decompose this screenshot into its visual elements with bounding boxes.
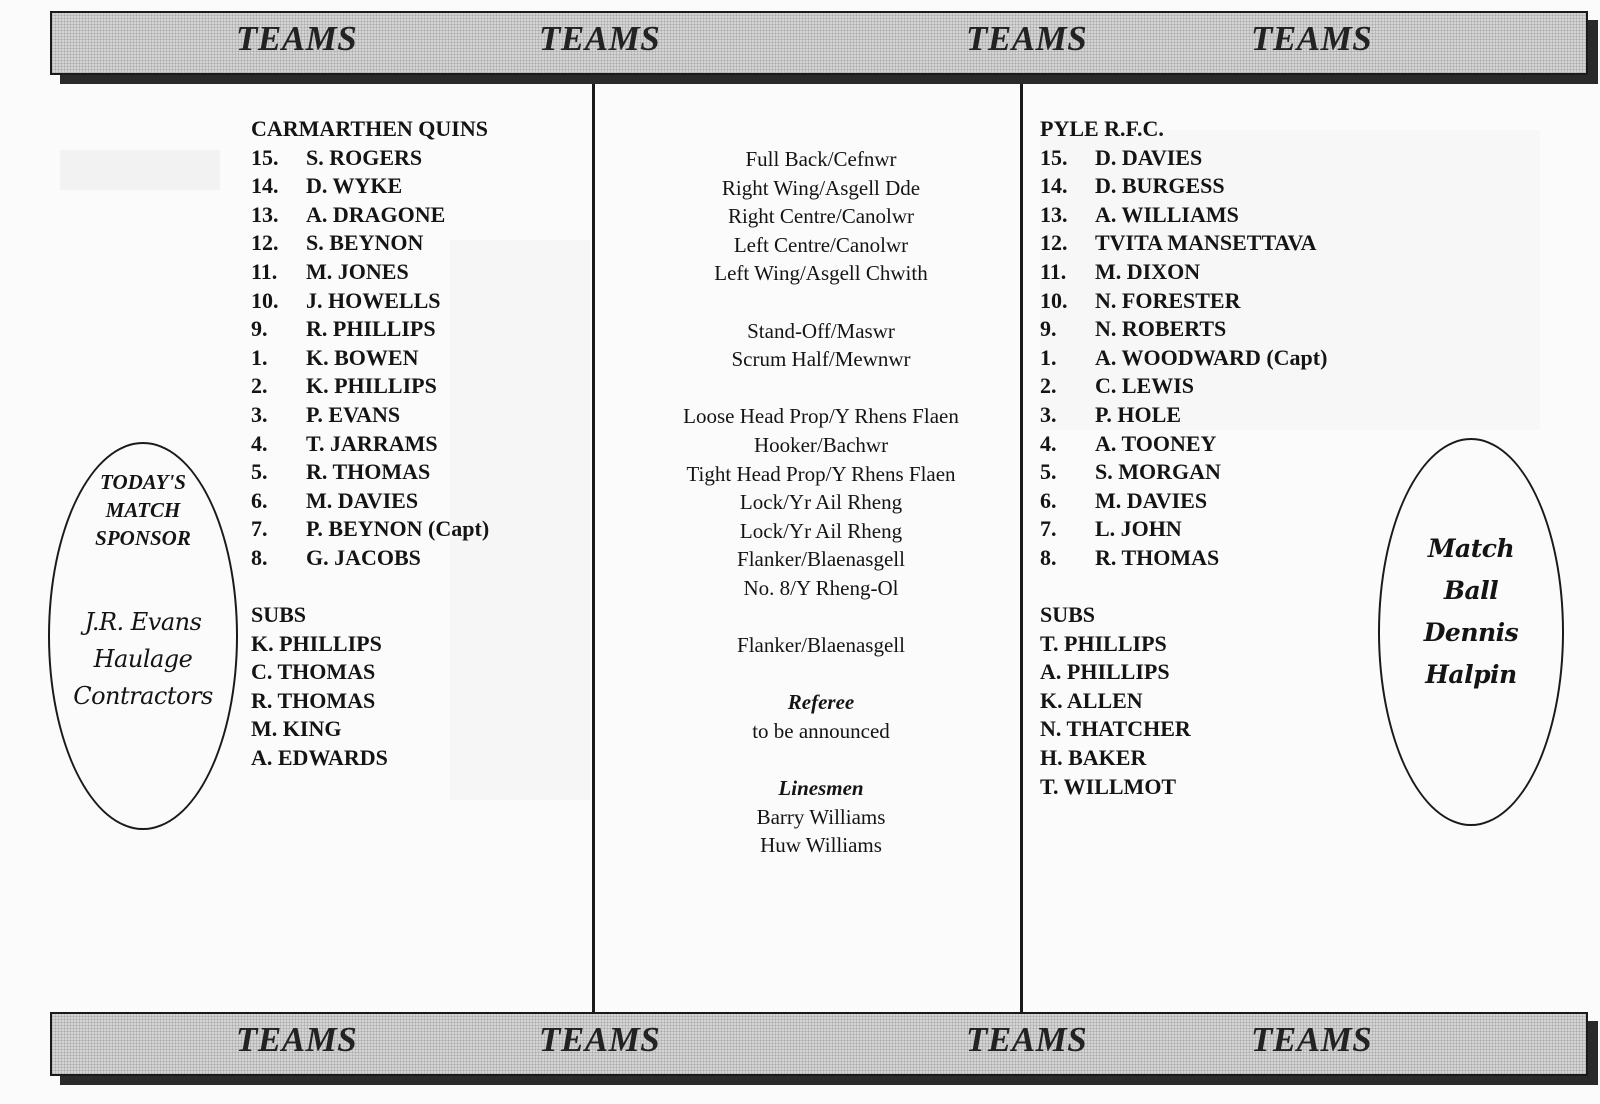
player-name: L. JOHN bbox=[1095, 516, 1182, 542]
positions-column bbox=[616, 145, 1026, 860]
home-player-row bbox=[251, 458, 489, 487]
top-teams-banner bbox=[50, 11, 1588, 75]
linesmen-label: Linesmen bbox=[778, 776, 864, 801]
player-number: 8. bbox=[1040, 544, 1057, 570]
position-label: Stand-Off/Maswr bbox=[747, 318, 895, 343]
player-name: R. PHILLIPS bbox=[306, 316, 436, 342]
away-player-row bbox=[1040, 287, 1327, 316]
player-number: 6. bbox=[251, 487, 268, 513]
away-player-row bbox=[1040, 458, 1327, 487]
player-number: 15. bbox=[1040, 144, 1068, 170]
away-sub-row: N. THATCHER bbox=[1040, 716, 1191, 742]
home-team-list bbox=[251, 115, 489, 773]
away-subs-label: SUBS bbox=[1040, 602, 1096, 628]
referee-label: Referee bbox=[787, 690, 855, 715]
home-sub-row: C. THOMAS bbox=[251, 659, 376, 685]
player-number: 10. bbox=[251, 287, 279, 313]
position-label: Right Centre/Canolwr bbox=[727, 204, 915, 229]
player-name: S. MORGAN bbox=[1095, 459, 1221, 485]
home-sub-row: M. KING bbox=[251, 716, 342, 742]
player-number: 5. bbox=[1040, 459, 1057, 485]
player-name: A. DRAGONE bbox=[306, 201, 446, 227]
player-name: C. LEWIS bbox=[1095, 373, 1195, 399]
away-player-row bbox=[1040, 144, 1327, 173]
home-player-row bbox=[251, 344, 489, 373]
away-player-row bbox=[1040, 372, 1327, 401]
home-player-row bbox=[251, 372, 489, 401]
match-sponsor-oval bbox=[48, 442, 238, 830]
player-number: 3. bbox=[251, 401, 268, 427]
away-sub-row: A. PHILLIPS bbox=[1040, 659, 1170, 685]
player-number: 13. bbox=[1040, 201, 1068, 227]
away-team-name: PYLE R.F.C. bbox=[1040, 116, 1164, 141]
home-sub-row: K. PHILLIPS bbox=[251, 630, 382, 656]
player-number: 3. bbox=[1040, 401, 1057, 427]
sponsor-name: J.R. Evans Haulage Contractors bbox=[73, 608, 213, 710]
player-name: K. PHILLIPS bbox=[306, 373, 437, 399]
player-name: P. BEYNON (Capt) bbox=[306, 516, 490, 542]
home-player-row bbox=[251, 287, 489, 316]
player-number: 8. bbox=[251, 544, 268, 570]
player-name: S. BEYNON bbox=[306, 230, 424, 256]
position-label: Scrum Half/Mewnwr bbox=[731, 347, 911, 372]
player-name: R. THOMAS bbox=[1095, 544, 1220, 570]
home-player-row bbox=[251, 315, 489, 344]
player-name: A. WOODWARD (Capt) bbox=[1095, 344, 1328, 370]
home-player-row bbox=[251, 544, 489, 573]
player-name: N. FORESTER bbox=[1095, 287, 1241, 313]
home-team-name: CARMARTHEN QUINS bbox=[251, 116, 488, 141]
player-name: R. THOMAS bbox=[306, 459, 431, 485]
player-number: 11. bbox=[1040, 258, 1067, 284]
player-number: 4. bbox=[251, 430, 268, 456]
away-player-row bbox=[1040, 344, 1327, 373]
away-player-row bbox=[1040, 315, 1327, 344]
position-label: Flanker/Blaenasgell bbox=[737, 547, 905, 572]
banner-label: TEAMS bbox=[539, 1020, 661, 1059]
left-column-divider bbox=[592, 84, 595, 1012]
player-name: K. BOWEN bbox=[306, 344, 419, 370]
home-sub-row: A. EDWARDS bbox=[251, 745, 388, 771]
position-label: Right Wing/Asgell Dde bbox=[721, 175, 921, 200]
away-player-row bbox=[1040, 201, 1327, 230]
match-ball-sponsor: Match Ball Dennis Halpin bbox=[1423, 534, 1519, 689]
home-player-row bbox=[251, 430, 489, 459]
player-name: M. DAVIES bbox=[306, 487, 419, 513]
player-name: D. DAVIES bbox=[1095, 144, 1203, 170]
away-player-row bbox=[1040, 229, 1327, 258]
player-name: P. HOLE bbox=[1095, 401, 1181, 427]
home-player-row bbox=[251, 144, 489, 173]
home-player-row bbox=[251, 201, 489, 230]
home-player-row bbox=[251, 172, 489, 201]
linesman-name: Barry Williams bbox=[756, 804, 886, 829]
player-number: 1. bbox=[1040, 344, 1057, 370]
away-player-row bbox=[1040, 172, 1327, 201]
player-number: 14. bbox=[1040, 173, 1068, 199]
home-player-row bbox=[251, 515, 489, 544]
home-subs bbox=[251, 630, 489, 773]
banner-label: TEAMS bbox=[1251, 19, 1373, 58]
away-player-row bbox=[1040, 430, 1327, 459]
banner-label: TEAMS bbox=[539, 19, 661, 58]
home-player-row bbox=[251, 487, 489, 516]
player-name: G. JACOBS bbox=[306, 544, 421, 570]
player-number: 12. bbox=[251, 230, 279, 256]
show-through-left bbox=[60, 150, 220, 190]
sponsor-title: TODAY'S MATCH SPONSOR bbox=[95, 470, 191, 550]
player-name: T. JARRAMS bbox=[306, 430, 438, 456]
player-number: 11. bbox=[251, 258, 278, 284]
player-number: 14. bbox=[251, 173, 279, 199]
banner-label: TEAMS bbox=[1251, 1020, 1373, 1059]
player-number: 1. bbox=[251, 344, 268, 370]
position-label: Loose Head Prop/Y Rhens Flaen bbox=[683, 404, 959, 429]
player-name: D. WYKE bbox=[306, 173, 403, 199]
away-sub-row: K. ALLEN bbox=[1040, 687, 1143, 713]
away-player-row bbox=[1040, 544, 1327, 573]
home-player-row bbox=[251, 258, 489, 287]
banner-label: TEAMS bbox=[236, 19, 358, 58]
player-name: P. EVANS bbox=[306, 401, 401, 427]
position-label: Full Back/Cefnwr bbox=[745, 147, 897, 171]
away-player-row bbox=[1040, 487, 1327, 516]
player-name: D. BURGESS bbox=[1095, 173, 1225, 199]
position-label: Left Wing/Asgell Chwith bbox=[714, 261, 928, 286]
banner-label: TEAMS bbox=[236, 1020, 358, 1059]
home-sub-row: R. THOMAS bbox=[251, 687, 376, 713]
home-subs-label: SUBS bbox=[251, 602, 307, 628]
player-number: 4. bbox=[1040, 430, 1057, 456]
player-number: 2. bbox=[251, 373, 268, 399]
position-label: Tight Head Prop/Y Rhens Flaen bbox=[686, 461, 956, 486]
player-number: 6. bbox=[1040, 487, 1057, 513]
away-subs bbox=[1040, 630, 1327, 802]
away-player-row bbox=[1040, 401, 1327, 430]
home-players bbox=[251, 144, 489, 573]
away-team-list bbox=[1040, 115, 1327, 801]
player-name: M. JONES bbox=[306, 258, 409, 284]
home-player-row bbox=[251, 401, 489, 430]
player-number: 10. bbox=[1040, 287, 1068, 313]
away-sub-row: H. BAKER bbox=[1040, 745, 1147, 771]
banner-label: TEAMS bbox=[966, 19, 1088, 58]
position-label: No. 8/Y Rheng-Ol bbox=[743, 575, 899, 600]
away-sub-row: T. PHILLIPS bbox=[1040, 630, 1167, 656]
home-player-row bbox=[251, 229, 489, 258]
player-name: M. DAVIES bbox=[1095, 487, 1208, 513]
player-number: 13. bbox=[251, 201, 279, 227]
player-name: N. ROBERTS bbox=[1095, 316, 1227, 342]
player-name: M. DIXON bbox=[1095, 258, 1201, 284]
banner-label: TEAMS bbox=[966, 1020, 1088, 1059]
player-name: J. HOWELLS bbox=[306, 287, 441, 313]
position-label: Lock/Yr Ail Rheng bbox=[739, 518, 903, 543]
player-number: 2. bbox=[1040, 373, 1057, 399]
referee-value: to be announced bbox=[752, 718, 890, 743]
position-label: Left Centre/Canolwr bbox=[733, 232, 909, 257]
bottom-teams-banner bbox=[50, 1012, 1588, 1076]
player-number: 9. bbox=[1040, 316, 1057, 342]
position-extra-flanker: Flanker/Blaenasgell bbox=[737, 633, 905, 658]
player-number: 5. bbox=[251, 459, 268, 485]
away-player-row bbox=[1040, 258, 1327, 287]
player-number: 7. bbox=[251, 516, 268, 542]
player-number: 9. bbox=[251, 316, 268, 342]
away-player-row bbox=[1040, 515, 1327, 544]
player-name: S. ROGERS bbox=[306, 144, 423, 170]
match-ball-oval bbox=[1378, 438, 1564, 826]
linesman-name: Huw Williams bbox=[760, 833, 882, 858]
away-players bbox=[1040, 144, 1327, 573]
player-name: A. TOONEY bbox=[1095, 430, 1217, 456]
position-label: Lock/Yr Ail Rheng bbox=[739, 490, 903, 515]
player-number: 7. bbox=[1040, 516, 1057, 542]
player-number: 12. bbox=[1040, 230, 1068, 256]
away-sub-row: T. WILLMOT bbox=[1040, 773, 1177, 799]
position-label: Hooker/Bachwr bbox=[753, 432, 889, 457]
player-name: A. WILLIAMS bbox=[1095, 201, 1239, 227]
player-name: TVITA MANSETTAVA bbox=[1095, 230, 1317, 256]
player-number: 15. bbox=[251, 144, 279, 170]
